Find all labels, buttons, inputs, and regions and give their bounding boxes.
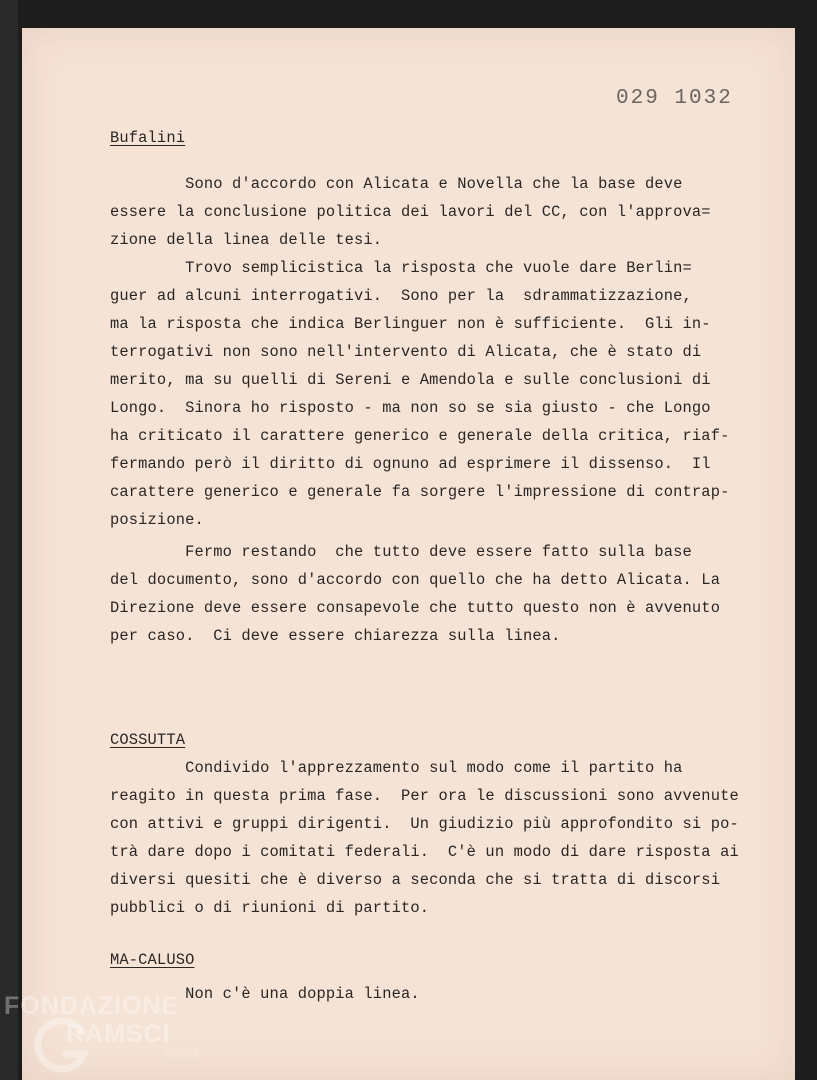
text-line: pubblici o di riunioni di partito.	[110, 899, 430, 917]
speaker-heading-cossutta: COSSUTTA	[110, 731, 186, 749]
text-line: guer ad alcuni interrogativi. Sono per la sdrammatizzazione,	[110, 287, 692, 305]
text-line: diversi quesiti che è diverso a seconda che si tratta di discorsi	[110, 871, 721, 889]
speaker-heading-bufalini: Bufalini	[110, 129, 186, 147]
text-line: merito, ma su quelli di Sereni e Amendola e sulle conclusioni di	[110, 371, 711, 389]
text-line: del documento, sono d'accordo con quello che ha detto Alicata. La	[110, 571, 721, 589]
text-line: ha criticato il carattere generico e generale della critica, riaf-	[110, 427, 730, 445]
speaker-heading-macaluso: MA-CALUSO	[110, 951, 195, 969]
text-line: Longo. Sinora ho risposto - ma non so se sia giusto - che Longo	[110, 399, 711, 417]
text-line: zione della linea delle tesi.	[110, 231, 383, 249]
text-line: essere la conclusione politica dei lavori del CC, con l'approva=	[110, 203, 711, 221]
text-line: posizione.	[110, 511, 204, 529]
text-line: terrogativi non sono nell'intervento di Alicata, che è stato di	[110, 343, 702, 361]
watermark-line1: FONDAZIONE	[4, 992, 180, 1020]
text-line: carattere generico e generale fa sorgere l'impressione di contrap-	[110, 483, 730, 501]
text-line: reagito in questa prima fase. Per ora le discussioni sono avvenute	[110, 787, 739, 805]
text-line: fermando però il diritto di ognuno ad esprimere il dissenso. Il	[110, 455, 711, 473]
text-line: trà dare dopo i comitati federali. C'è un modo di dare risposta ai	[110, 843, 739, 861]
text-line: Direzione deve essere consapevole che tutto questo non è avvenuto	[110, 599, 721, 617]
archive-code: 029 1032	[616, 87, 733, 110]
fondazione-gramsci-watermark	[4, 992, 224, 1078]
watermark-line2: RAMSCI	[66, 1020, 171, 1048]
text-line: Trovo semplicistica la risposta che vuole dare Berlin=	[110, 259, 692, 277]
text-line: Condivido l'apprezzamento sul modo come il partito ha	[110, 759, 683, 777]
text-line: Fermo restando che tutto deve essere fatto sulla base	[110, 543, 692, 561]
text-line: ma la risposta che indica Berlinguer non è sufficiente. Gli in-	[110, 315, 711, 333]
text-line: con attivi e gruppi dirigenti. Un giudizio più approfondito si po-	[110, 815, 739, 833]
text-line: Non c'è una doppia linea.	[110, 985, 420, 1003]
scan-backing-edge	[0, 0, 18, 1080]
text-line: per caso. Ci deve essere chiarezza sulla linea.	[110, 627, 561, 645]
text-line: Sono d'accordo con Alicata e Novella che la base deve	[110, 175, 683, 193]
watermark-suffix: ONLUS	[166, 1050, 199, 1059]
